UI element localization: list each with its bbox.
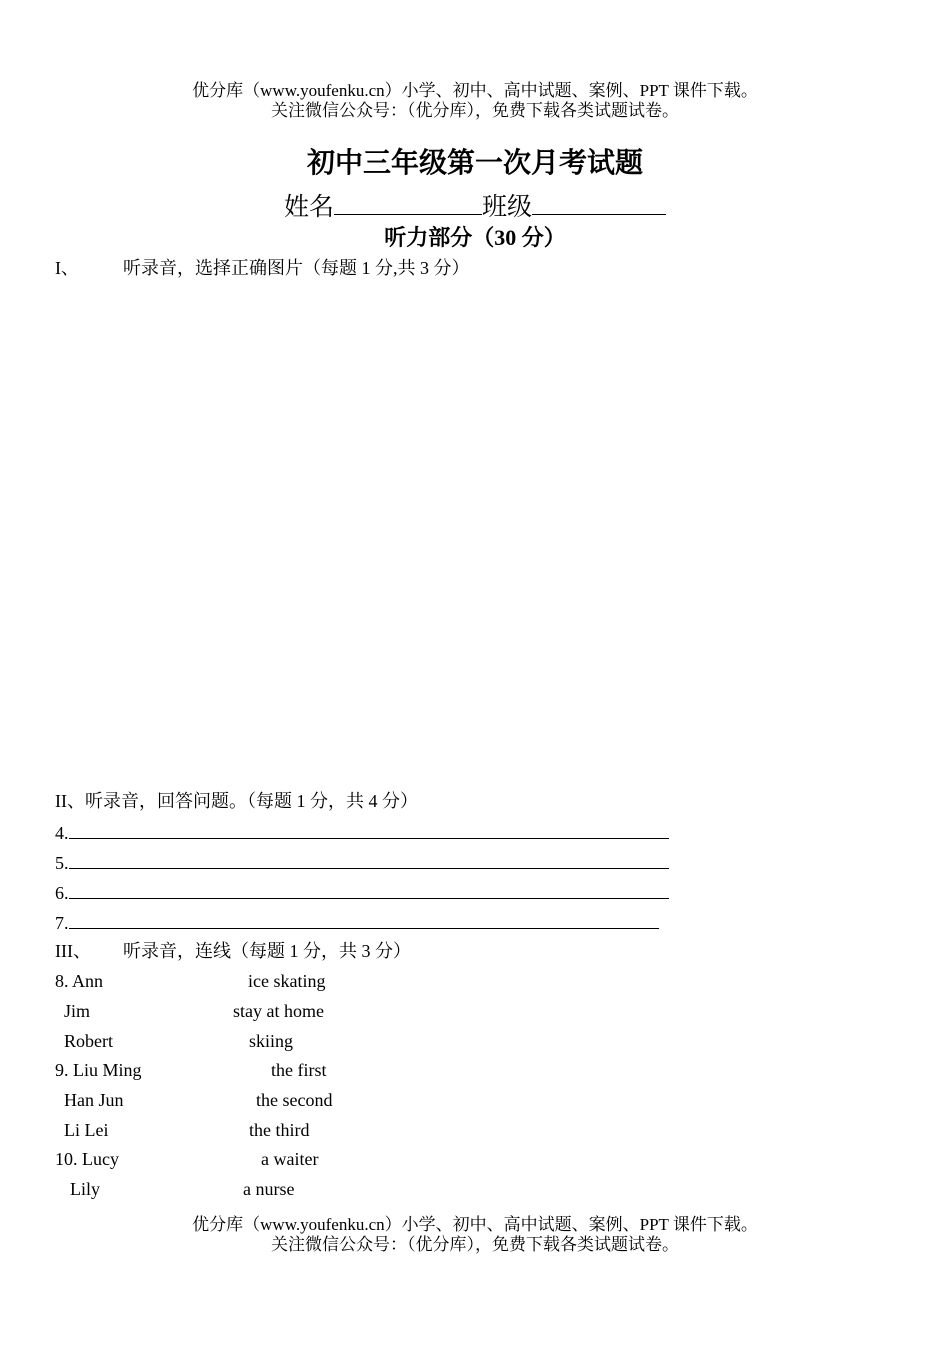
name-label: 姓名: [283, 194, 334, 221]
section1-number: I、: [55, 258, 79, 278]
match-right-item[interactable]: skiing: [249, 1031, 294, 1051]
listening-heading: 听力部分（30 分）: [384, 225, 566, 250]
match-left-item[interactable]: Li Lei: [64, 1120, 109, 1140]
match-left-item[interactable]: 9. Liu Ming: [55, 1060, 142, 1080]
section1-picture-area: [55, 290, 895, 780]
answer-number: 7.: [55, 913, 69, 933]
footer-wechat-line: 关注微信公众号：（优分库），免费下载各类试题试卷。: [271, 1235, 679, 1254]
header-site-line: 优分库（www.youfenku.cn）小学、初中、高中试题、案例、PPT 课件下载。: [192, 81, 758, 100]
section2-heading: II、听录音，回答问题。（每题 1 分，共 4 分）: [55, 791, 418, 811]
match-left-item[interactable]: 10. Lucy: [55, 1149, 119, 1169]
match-left-item[interactable]: Robert: [64, 1031, 113, 1051]
answer-blank[interactable]: [69, 851, 669, 869]
match-left-item[interactable]: Lily: [70, 1179, 100, 1199]
match-right-item[interactable]: a waiter: [261, 1149, 319, 1169]
answer-line-5: [55, 851, 669, 874]
header-wechat-line: 关注微信公众号：（优分库），免费下载各类试题试卷。: [271, 101, 679, 120]
answer-number: 4.: [55, 823, 69, 843]
match-right-item[interactable]: stay at home: [233, 1001, 324, 1021]
class-label: 班级: [482, 194, 533, 221]
exam-title: 初中三年级第一次月考试题: [306, 148, 643, 179]
answer-blank[interactable]: [69, 911, 659, 929]
section3-number: III、: [55, 941, 91, 961]
match-right-item[interactable]: a nurse: [243, 1179, 295, 1199]
section3-instruction: 听录音，连线（每题 1 分，共 3 分）: [123, 941, 411, 961]
answer-line-6: [55, 881, 669, 904]
match-right-item[interactable]: the second: [256, 1090, 333, 1110]
answer-blank[interactable]: [69, 881, 669, 899]
answer-number: 5.: [55, 853, 69, 873]
answer-number: 6.: [55, 883, 69, 903]
name-blank[interactable]: [334, 192, 482, 215]
match-left-item[interactable]: Jim: [64, 1001, 91, 1021]
answer-line-7: [55, 911, 659, 934]
match-right-item[interactable]: ice skating: [248, 971, 326, 991]
match-right-item[interactable]: the first: [271, 1060, 327, 1080]
match-right-item[interactable]: the third: [249, 1120, 310, 1140]
match-left-item[interactable]: 8. Ann: [55, 971, 104, 991]
answer-line-4: [55, 821, 669, 844]
match-left-item[interactable]: Han Jun: [64, 1090, 124, 1110]
answer-blank[interactable]: [69, 821, 669, 839]
name-class-line: [0, 192, 950, 223]
footer-site-line: 优分库（www.youfenku.cn）小学、初中、高中试题、案例、PPT 课件下载。: [192, 1215, 758, 1234]
class-blank[interactable]: [532, 192, 666, 215]
section1-instruction: 听录音，选择正确图片（每题 1 分,共 3 分）: [123, 258, 470, 278]
